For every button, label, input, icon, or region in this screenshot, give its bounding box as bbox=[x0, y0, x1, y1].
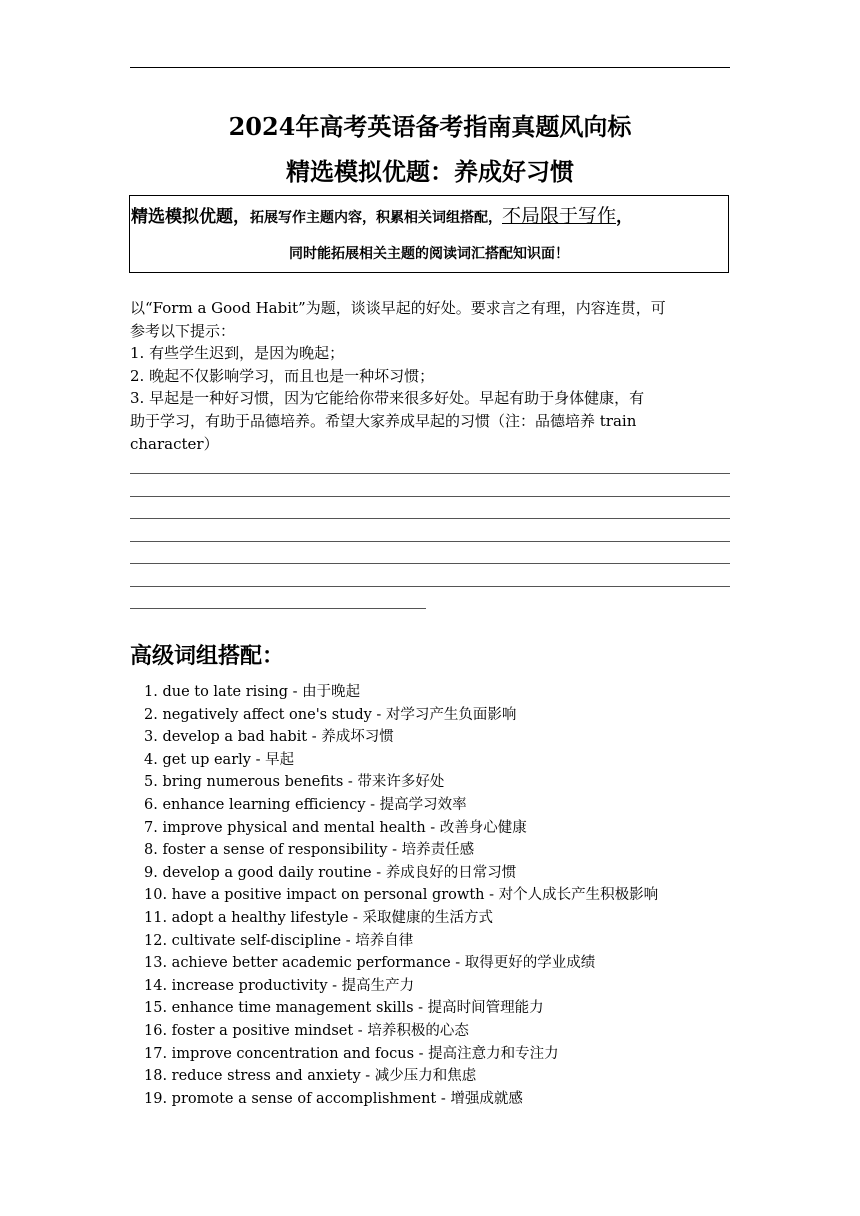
prompt-line: 参考以下提示： bbox=[130, 321, 236, 340]
vocab-item: 2. negatively affect one's study - 对学习产生负面影响 bbox=[144, 706, 517, 723]
answer-line bbox=[130, 452, 730, 475]
prompt-line: 2. 晚起不仅影响学习，而且也是一种坏习惯； bbox=[130, 366, 435, 385]
notice-part-b: 拓展写作主题内容，积累相关词组搭配， bbox=[250, 210, 502, 226]
notice-box bbox=[129, 195, 729, 273]
answer-line bbox=[130, 564, 730, 587]
vocab-item: 9. develop a good daily routine - 养成良好的日常习惯 bbox=[144, 864, 517, 881]
vocab-item: 14. increase productivity - 提高生产力 bbox=[144, 977, 415, 994]
prompt-line: 1. 有些学生迟到，是因为晚起； bbox=[130, 344, 345, 363]
notice-line-1 bbox=[131, 204, 731, 230]
writing-prompt bbox=[130, 297, 730, 455]
notice-part-d: ， bbox=[616, 207, 634, 227]
answer-line bbox=[130, 497, 730, 520]
answer-line bbox=[130, 474, 730, 497]
vocab-item: 8. foster a sense of responsibility - 培养责任感 bbox=[144, 842, 475, 859]
notice-part-c: 不局限于写作 bbox=[502, 205, 617, 227]
vocab-item: 19. promote a sense of accomplishment - 增强成就感 bbox=[144, 1090, 523, 1107]
vocab-item: 10. have a positive impact on personal growth - 对个人成长产生积极影响 bbox=[144, 887, 659, 904]
answer-line bbox=[130, 542, 730, 565]
notice-line-2: 同时能拓展相关主题的阅读词汇搭配知识面！ bbox=[289, 246, 569, 262]
vocab-item: 4. get up early - 早起 bbox=[144, 751, 295, 768]
prompt-line: 助于学习，有助于品德培养。希望大家养成早起的习惯（注：品德培养 train bbox=[130, 411, 637, 430]
prompt-line: 以“Form a Good Habit”为题，谈谈早起的好处。要求言之有理，内容连贯，可 bbox=[130, 299, 666, 317]
vocab-item: 17. improve concentration and focus - 提高注意力和专注力 bbox=[144, 1045, 559, 1062]
vocab-item: 13. achieve better academic performance - 取得更好的学业成绩 bbox=[144, 955, 596, 972]
vocab-heading: 高级词组搭配： bbox=[130, 644, 285, 669]
prompt-line: 3. 早起是一种好习惯，因为它能给你带来很多好处。早起有助于身体健康，有 bbox=[130, 389, 645, 408]
prompt-line: character） bbox=[130, 434, 219, 453]
vocab-item: 11. adopt a healthy lifestyle - 采取健康的生活方式 bbox=[144, 909, 493, 926]
answer-lines bbox=[130, 474, 730, 609]
vocab-item: 5. bring numerous benefits - 带来许多好处 bbox=[144, 774, 445, 791]
page-title: 2024年高考英语备考指南真题风向标 bbox=[228, 112, 632, 141]
vocab-item: 7. improve physical and mental health - 改善身心健康 bbox=[144, 819, 527, 836]
notice-part-a: 精选模拟优题， bbox=[131, 207, 250, 227]
vocab-item: 15. enhance time management skills - 提高时间管理能力 bbox=[144, 1000, 544, 1017]
answer-line bbox=[130, 519, 730, 542]
vocab-item: 3. develop a bad habit - 养成坏习惯 bbox=[144, 729, 394, 746]
vocab-item: 18. reduce stress and anxiety - 减少压力和焦虑 bbox=[144, 1068, 477, 1085]
answer-line bbox=[130, 587, 426, 610]
header-rule bbox=[130, 67, 730, 68]
vocab-item: 1. due to late rising - 由于晚起 bbox=[144, 684, 361, 700]
vocab-item: 6. enhance learning efficiency - 提高学习效率 bbox=[144, 796, 467, 813]
vocab-item: 16. foster a positive mindset - 培养积极的心态 bbox=[144, 1022, 469, 1039]
vocab-item: 12. cultivate self-discipline - 培养自律 bbox=[144, 932, 414, 949]
vocab-list bbox=[144, 681, 744, 1110]
page-subtitle: 精选模拟优题：养成好习惯 bbox=[286, 157, 574, 186]
